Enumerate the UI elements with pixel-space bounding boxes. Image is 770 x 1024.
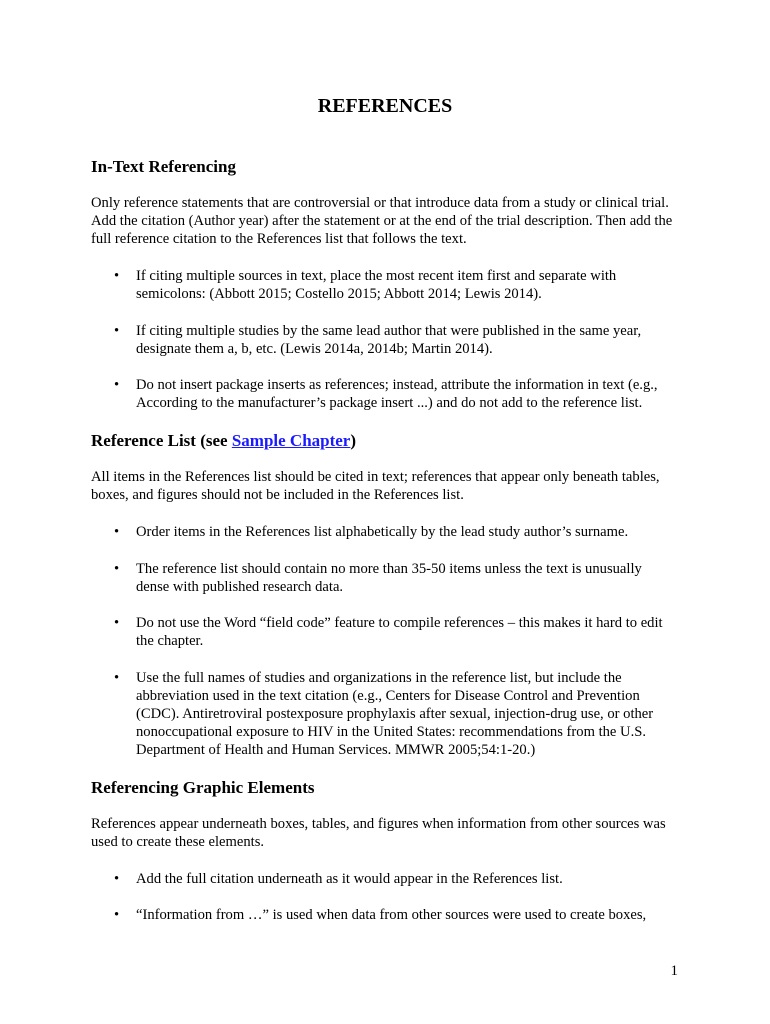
list-item-text: Use the full names of studies and organizations in the reference list, but include the abbreviation used in the text citation (e.g., Centers for Disease Control and Prevention (CDC). Antiretroviral postexposure prophylaxis after sexual, injection-drug use, or other nonoccupational exposure to HIV in the United States: recommendations from the U.S. Department of Health and Human Services. MMWR 2005;54:1-20.) [136,670,654,758]
bullet-icon: • [114,615,120,631]
heading-reference-list [91,430,356,452]
list-item [114,614,674,650]
bullet-icon: • [114,524,120,540]
bullet-icon: • [114,323,120,339]
list-item [114,669,674,759]
heading-suffix: ) [350,431,357,450]
list-item-text: Add the full citation underneath as it would appear in the References list. [136,871,563,887]
paragraph-reference-list-intro: All items in the References list should be cited in text; references that appear only beneath tables, boxes, and figures should not be included in the References list. [91,469,660,503]
list-item-text: Do not use the Word “field code” feature to compile references – this makes it hard to edit the chapter. [136,615,663,649]
list-item [114,322,674,358]
list-item-text: If citing multiple sources in text, place the most recent item first and separate with semicolons: (Abbott 2015; Costello 2015; Abbott 2014; Lewis 2014). [136,268,617,302]
list-item [114,376,674,412]
bullet-icon: • [114,670,120,686]
list-item [114,906,674,924]
list-item [114,560,674,596]
heading-in-text-referencing: In-Text Referencing [91,157,236,176]
heading-prefix: Reference List (see [91,431,232,450]
bullet-icon: • [114,907,120,923]
page-title: REFERENCES [317,95,453,117]
paragraph-in-text-intro: Only reference statements that are controversial or that introduce data from a study or clinical trial. Add the citation (Author year) after the statement or at the end of the trial description. Then add the full reference citation to the References list that follows the text. [91,195,673,247]
bullet-icon: • [114,561,120,577]
bullet-icon: • [114,871,120,887]
list-item-text: Do not insert package inserts as references; instead, attribute the information in text (e.g., According to the manufacturer’s package insert ...) and do not add to the reference list. [136,377,658,411]
paragraph-graphic-elements-intro: References appear underneath boxes, tables, and figures when information from other sources was used to create these elements. [91,816,666,850]
list-item-text: If citing multiple studies by the same lead author that were published in the same year, designate them a, b, etc. (Lewis 2014a, 2014b; Martin 2014). [136,323,642,357]
list-item-text: The reference list should contain no more than 35-50 items unless the text is unusually dense with published research data. [136,561,642,595]
heading-referencing-graphic-elements: Referencing Graphic Elements [91,778,315,797]
list-item [114,267,674,303]
sample-chapter-link[interactable]: Sample Chapter [231,431,351,450]
page-number: 1 [670,963,678,979]
list-item-text: Order items in the References list alphabetically by the lead study author’s surname. [136,524,629,540]
list-item-text: “Information from …” is used when data from other sources were used to create boxes, [136,907,647,923]
bullet-icon: • [114,377,120,393]
list-item [114,870,674,888]
list-item [114,523,674,541]
bullet-icon: • [114,268,120,284]
